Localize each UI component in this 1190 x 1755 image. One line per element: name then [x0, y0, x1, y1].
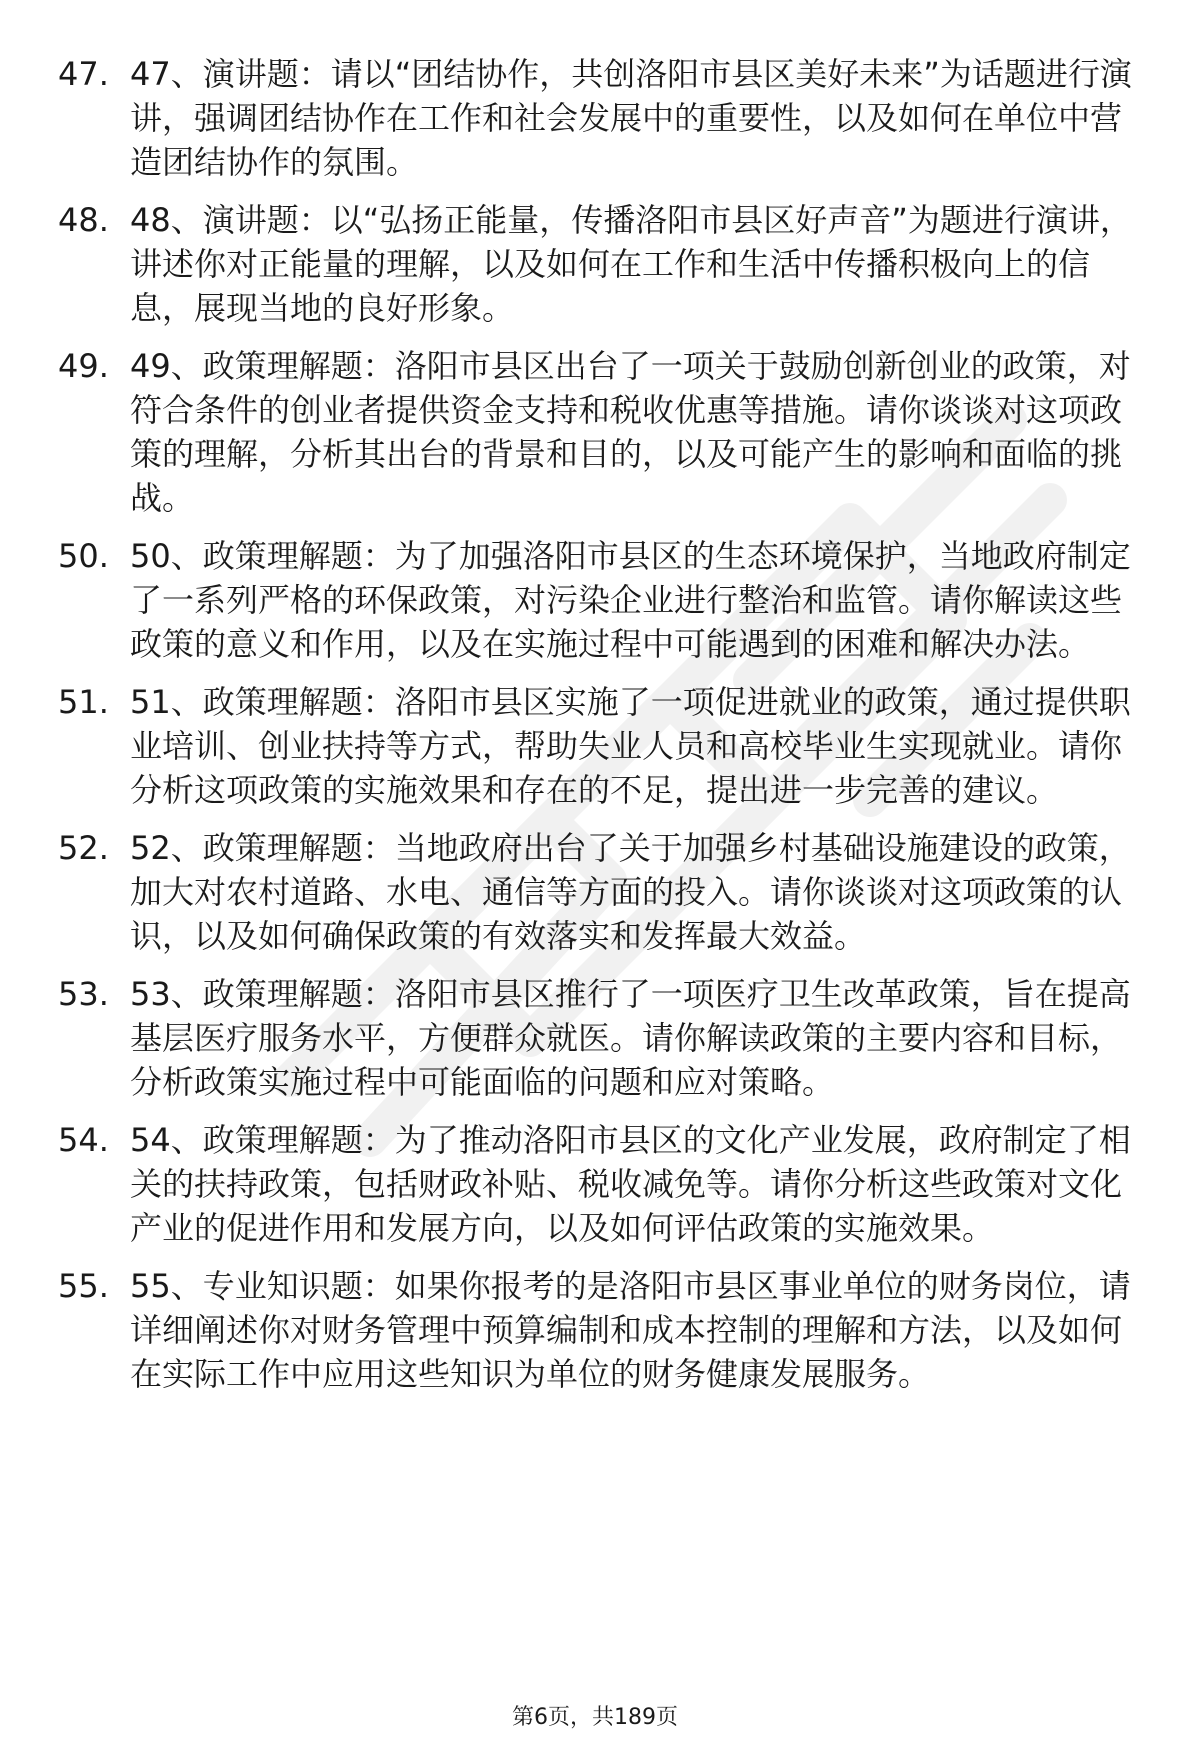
list-item [58, 534, 1148, 666]
list-number: 52. [58, 829, 109, 867]
page-number: 第6页，共189页 [512, 1705, 678, 1730]
list-item [58, 344, 1148, 520]
list-number: 48. [58, 201, 109, 239]
list-item [58, 826, 1148, 958]
list-item [58, 198, 1148, 330]
question-text: 55、专业知识题：如果你报考的是洛阳市县区事业单位的财务岗位，请详细阐述你对财务管理中预算编制和成本控制的理解和方法，以及如何在实际工作中应用这些知识为单位的财务健康发展服务。 [130, 1267, 1131, 1393]
list-item [58, 972, 1148, 1104]
list-item [58, 1118, 1148, 1250]
question-text: 52、政策理解题：当地政府出台了关于加强乡村基础设施建设的政策，加大对农村道路、水电、通信等方面的投入。请你谈谈对这项政策的认识，以及如何确保政策的有效落实和发挥最大效益。 [130, 829, 1131, 955]
question-text: 54、政策理解题：为了推动洛阳市县区的文化产业发展，政府制定了相关的扶持政策，包括财政补贴、税收减免等。请你分析这些政策对文化产业的促进作用和发展方向，以及如何评估政策的实施效果。 [130, 1121, 1131, 1247]
list-number: 51. [58, 683, 109, 721]
question-list [58, 52, 1148, 1410]
question-text: 51、政策理解题：洛阳市县区实施了一项促进就业的政策，通过提供职业培训、创业扶持等方式，帮助失业人员和高校毕业生实现就业。请你分析这项政策的实施效果和存在的不足，提出进一步完善的建议。 [130, 683, 1131, 809]
list-item [58, 1264, 1148, 1396]
list-number: 54. [58, 1121, 109, 1159]
list-item [58, 52, 1148, 184]
list-number: 47. [58, 55, 109, 93]
question-text: 47、演讲题：请以“团结协作，共创洛阳市县区美好未来”为话题进行演讲，强调团结协作在工作和社会发展中的重要性，以及如何在单位中营造团结协作的氛围。 [130, 55, 1132, 181]
list-number: 49. [58, 347, 109, 385]
question-text: 50、政策理解题：为了加强洛阳市县区的生态环境保护，当地政府制定了一系列严格的环保政策，对污染企业进行整治和监管。请你解读这些政策的意义和作用，以及在实施过程中可能遇到的困难和解决办法。 [130, 537, 1131, 663]
question-text: 53、政策理解题：洛阳市县区推行了一项医疗卫生改革政策，旨在提高基层医疗服务水平，方便群众就医。请你解读政策的主要内容和目标，分析政策实施过程中可能面临的问题和应对策略。 [130, 975, 1131, 1101]
list-number: 53. [58, 975, 109, 1013]
list-item [58, 680, 1148, 812]
list-number: 55. [58, 1267, 109, 1305]
question-text: 49、政策理解题：洛阳市县区出台了一项关于鼓励创新创业的政策，对符合条件的创业者提供资金支持和税收优惠等措施。请你谈谈对这项政策的理解，分析其出台的背景和目的，以及可能产生的影响和面临的挑战。 [130, 347, 1131, 517]
question-text: 48、演讲题：以“弘扬正能量，传播洛阳市县区好声音”为题进行演讲，讲述你对正能量的理解，以及如何在工作和生活中传播积极向上的信息，展现当地的良好形象。 [130, 201, 1132, 327]
list-number: 50. [58, 537, 109, 575]
